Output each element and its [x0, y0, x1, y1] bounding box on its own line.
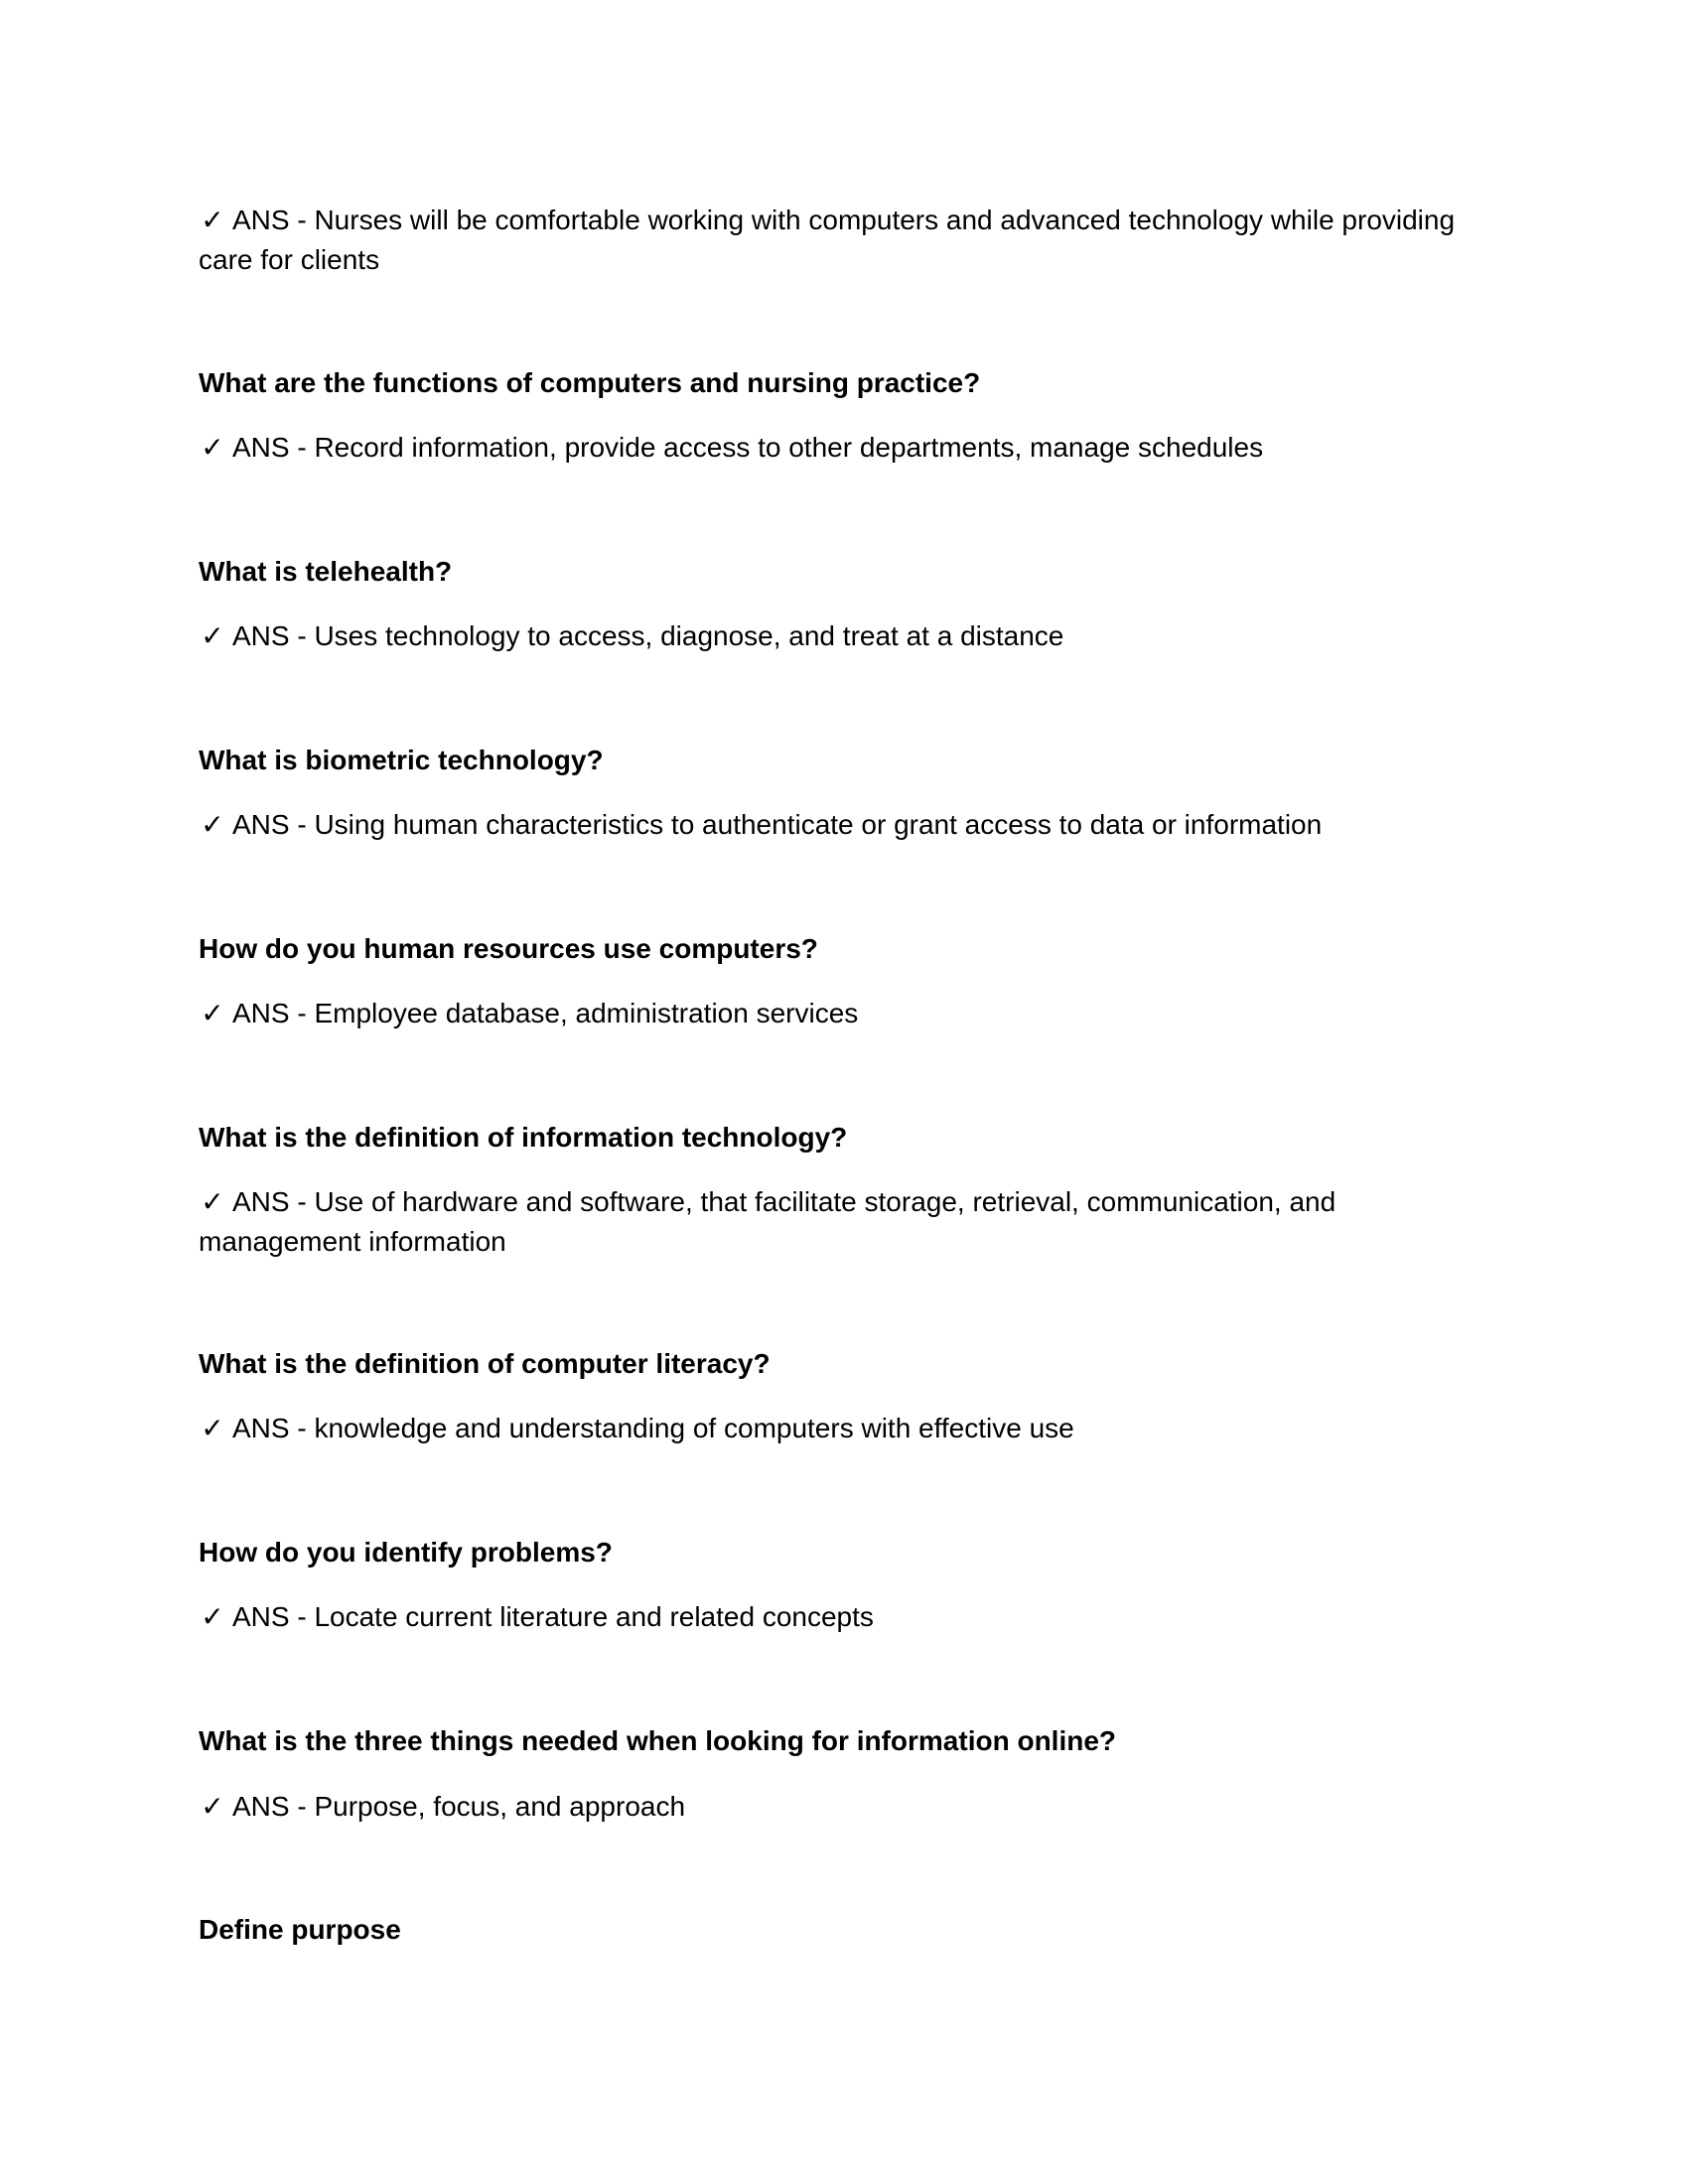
answer-text: ✓ ANS - Record information, provide access to other departments, manage schedules — [199, 428, 1489, 468]
answer-text: ✓ ANS - Employee database, administration services — [199, 994, 1489, 1033]
question-heading: What is the definition of information technology? — [199, 1122, 848, 1153]
checkmark-icon: ✓ — [201, 204, 224, 236]
question-heading: What is the three things needed when looking for information online? — [199, 1725, 1117, 1756]
answer-text: ✓ ANS - Purpose, focus, and approach — [199, 1787, 1489, 1827]
checkmark-icon: ✓ — [201, 431, 224, 464]
checkmark-icon: ✓ — [201, 808, 224, 841]
question-heading: What is telehealth? — [199, 556, 453, 587]
question-heading: What are the functions of computers and nursing practice? — [199, 367, 981, 398]
answer-text: ✓ ANS - Uses technology to access, diagnose, and treat at a distance — [199, 616, 1489, 656]
question-heading: How do you identify problems? — [199, 1537, 613, 1568]
checkmark-icon: ✓ — [201, 1185, 224, 1218]
checkmark-icon: ✓ — [201, 997, 224, 1029]
question-heading: What is the definition of computer literacy? — [199, 1348, 771, 1379]
answer-text: ✓ ANS - knowledge and understanding of computers with effective use — [199, 1409, 1489, 1448]
question-heading: How do you human resources use computers? — [199, 933, 818, 964]
answer-text: ✓ ANS - Using human characteristics to authenticate or grant access to data or information — [199, 805, 1489, 845]
answer-text: ✓ ANS - Locate current literature and related concepts — [199, 1597, 1489, 1637]
question-heading: What is biometric technology? — [199, 745, 604, 775]
checkmark-icon: ✓ — [201, 1600, 224, 1633]
checkmark-icon: ✓ — [201, 1790, 224, 1823]
checkmark-icon: ✓ — [201, 1412, 224, 1444]
checkmark-icon: ✓ — [201, 619, 224, 652]
question-heading: Define purpose — [199, 1914, 401, 1945]
answer-text: ✓ ANS - Nurses will be comfortable working with computers and advanced technology while providing care for clients — [199, 201, 1489, 280]
answer-text: ✓ ANS - Use of hardware and software, that facilitate storage, retrieval, communication, and management information — [199, 1182, 1489, 1262]
